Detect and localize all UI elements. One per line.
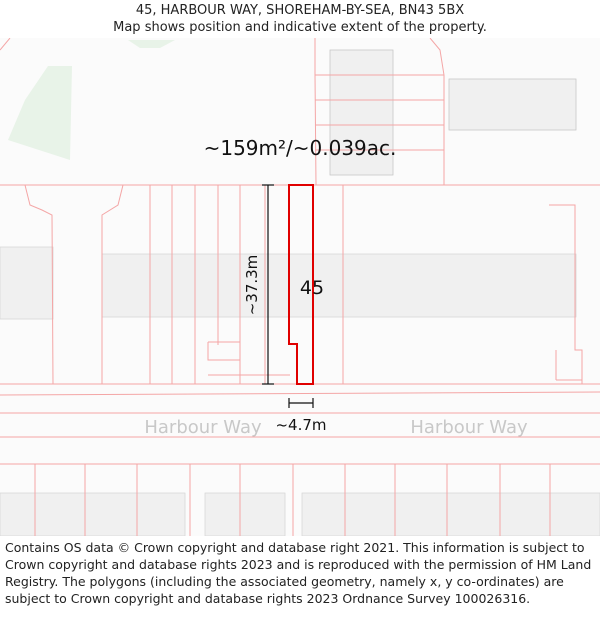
building [0, 247, 53, 319]
street-name: Harbour Way [410, 417, 528, 438]
building [102, 254, 576, 317]
street-name: Harbour Way [144, 417, 262, 438]
map-header [0, 0, 600, 38]
width-label: ~4.7m [275, 416, 327, 434]
area-label: ~159m²/~0.039ac. [203, 136, 397, 160]
attribution-text: Contains OS data © Crown copyright and database right 2021. This information is subject to Crown copyright and database rights 2023 and is reproduced with the permission of HM Land Registry. The polygons (including the associated geometry, namely x, y co-ordinates) are subject to Crown copyright and database rights 2023 Ordnance Survey 100026316. [5, 540, 592, 606]
property-address: 45, HARBOUR WAY, SHOREHAM-BY-SEA, BN43 5BX [135, 3, 465, 18]
height-label: ~37.3m [243, 254, 261, 316]
plot-number: 45 [299, 277, 325, 299]
building [0, 493, 185, 536]
map-subtitle: Map shows position and indicative extent of the property. [113, 20, 487, 35]
building [302, 493, 600, 536]
building [449, 79, 576, 130]
property-map[interactable] [0, 38, 600, 536]
building [205, 493, 285, 536]
